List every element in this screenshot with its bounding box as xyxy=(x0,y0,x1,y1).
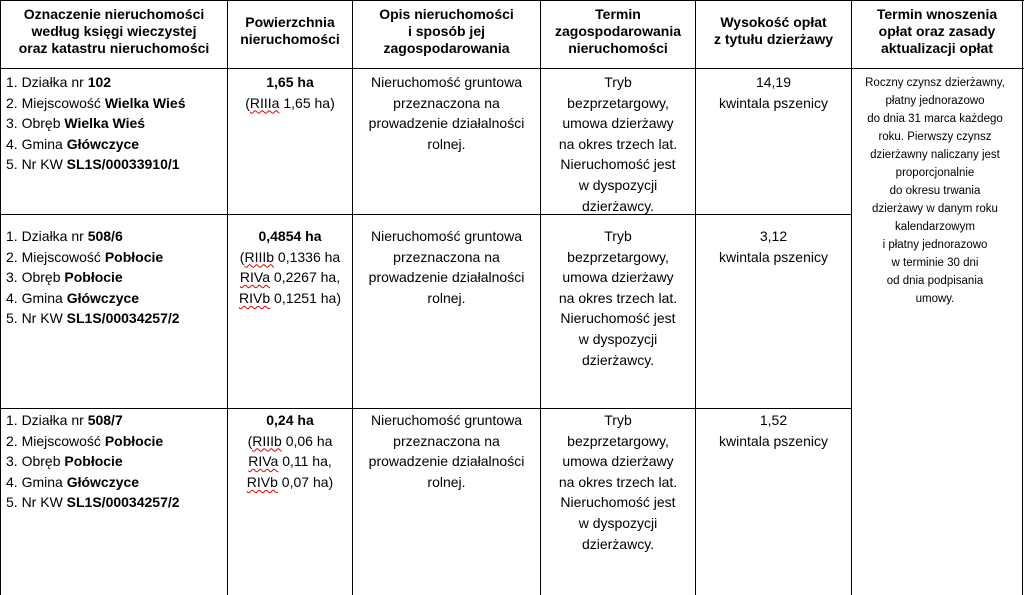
soil-class: RIIIb xyxy=(252,432,282,449)
table-border-right xyxy=(1022,0,1023,595)
designation-label: 3. Obręb xyxy=(6,453,65,470)
designation-value: Pobłocie xyxy=(104,432,164,449)
fee-line: 14,19 xyxy=(755,74,792,90)
description-line: przeznaczona na xyxy=(393,432,500,449)
area-class-line: (RIIIa 1,65 ha) xyxy=(245,94,335,111)
designation-value: Główczyce xyxy=(66,289,140,306)
designation-cell xyxy=(6,72,226,175)
fee-line: kwintala pszenicy xyxy=(719,94,828,111)
designation-label: 2. Miejscowość xyxy=(6,94,105,111)
area-class-line: RIVa 0,11 ha, xyxy=(248,453,332,470)
term-line: bezprzetargowy, xyxy=(567,248,669,265)
description-line: przeznaczona na xyxy=(393,94,500,111)
designation-line xyxy=(6,288,226,309)
soil-class: RIVb xyxy=(246,473,278,490)
soil-class: RIVa xyxy=(248,453,279,470)
designation-value: Główczyce xyxy=(66,473,140,490)
fee-line: kwintala pszenicy xyxy=(719,248,828,265)
designation-label: 4. Gmina xyxy=(6,289,67,306)
term-line: Nieruchomość jest xyxy=(560,494,676,511)
designation-value: Wielka Wieś xyxy=(104,94,186,111)
term-line: Tryb xyxy=(604,74,632,90)
description-cell xyxy=(353,72,540,154)
area-class-line: (RIIIb 0,06 ha xyxy=(247,432,333,449)
designation-value: 508/6 xyxy=(87,228,123,244)
term-line: Tryb xyxy=(604,412,632,428)
column-divider xyxy=(0,0,1,595)
description-line: rolnej. xyxy=(427,289,466,306)
term-line: w dyspozycji xyxy=(578,330,658,347)
term-line: Nieruchomość jest xyxy=(560,310,676,327)
designation-line xyxy=(6,492,226,513)
fee-cell xyxy=(696,226,851,267)
designation-label: 1. Działka nr xyxy=(6,74,88,90)
description-line: rolnej. xyxy=(427,473,466,490)
term-line: bezprzetargowy, xyxy=(567,432,669,449)
area-total: 0,4854 ha xyxy=(258,228,322,244)
designation-line xyxy=(6,93,226,114)
description-line: prowadzenie działalności xyxy=(368,269,525,286)
area-total: 1,65 ha xyxy=(266,74,314,90)
description-line: Nieruchomość gruntowa xyxy=(371,412,522,428)
payment-terms-cell: Roczny czynsz dzierżawny, płatny jednorazowo do dnia 31 marca każdego roku. Pierwszy czynsz dzierżawny naliczany jest proporcjonalnie do okresu trwania dzierżawy w danym roku kalendarzowym i płatny jednorazowo w terminie 30 dni od dnia podpisania umowy. xyxy=(865,77,1005,305)
description-line: Nieruchomość gruntowa xyxy=(371,74,522,90)
designation-line xyxy=(6,410,226,431)
designation-label: 1. Działka nr xyxy=(6,412,88,428)
designation-label: 3. Obręb xyxy=(6,115,65,132)
designation-line xyxy=(6,308,226,329)
designation-value: SL1S/00033910/1 xyxy=(66,156,180,173)
term-line: na okres trzech lat. xyxy=(558,289,678,306)
term-line: dzierżawcy. xyxy=(581,351,655,368)
header-payment-terms: Termin wnoszenia opłat oraz zasady aktualizacji opłat xyxy=(876,6,998,56)
designation-value: SL1S/00034257/2 xyxy=(66,310,180,327)
designation-line xyxy=(6,247,226,268)
designation-label: 5. Nr KW xyxy=(6,494,67,511)
table-border-top xyxy=(0,0,1024,1)
area-class-line: RIVb 0,07 ha) xyxy=(246,473,334,490)
area-class-line: (RIIIb 0,1336 ha xyxy=(239,248,341,265)
term-cell xyxy=(541,410,695,554)
fee-cell xyxy=(696,72,851,113)
designation-value: 102 xyxy=(87,74,112,90)
area-class-line: RIVb 0,1251 ha) xyxy=(239,289,341,306)
description-line: rolnej. xyxy=(427,135,466,152)
header-area: Powierzchnia nieruchomości xyxy=(240,14,340,47)
designation-label: 2. Miejscowość xyxy=(6,432,105,449)
description-line: prowadzenie działalności xyxy=(368,115,525,132)
term-cell xyxy=(541,226,695,370)
designation-line xyxy=(6,72,226,93)
term-line: na okres trzech lat. xyxy=(558,135,678,152)
designation-line xyxy=(6,267,226,288)
designation-value: Główczyce xyxy=(66,135,140,152)
designation-cell xyxy=(6,410,226,513)
designation-label: 4. Gmina xyxy=(6,135,67,152)
area-total: 0,24 ha xyxy=(266,412,314,428)
header-description: Opis nieruchomości i sposób jej zagospodarowania xyxy=(379,6,514,56)
description-line: przeznaczona na xyxy=(393,248,500,265)
fee-cell xyxy=(696,410,851,451)
designation-label: 2. Miejscowość xyxy=(6,248,105,265)
term-line: Nieruchomość jest xyxy=(560,156,676,173)
designation-label: 5. Nr KW xyxy=(6,310,67,327)
term-line: umowa dzierżawy xyxy=(562,115,674,132)
designation-value: SL1S/00034257/2 xyxy=(66,494,180,511)
term-line: na okres trzech lat. xyxy=(558,473,678,490)
designation-line xyxy=(6,431,226,452)
designation-line xyxy=(6,472,226,493)
header-designation: Oznaczenie nieruchomości według księgi wieczystej oraz katastru nieruchomości xyxy=(18,6,210,56)
designation-line xyxy=(6,226,226,247)
term-line: w dyspozycji xyxy=(578,176,658,193)
designation-value: Wielka Wieś xyxy=(64,115,146,132)
designation-line xyxy=(6,154,226,175)
soil-class: RIIIb xyxy=(244,248,275,265)
description-line: Nieruchomość gruntowa xyxy=(371,228,522,244)
designation-value: Pobłocie xyxy=(64,269,123,286)
designation-label: 1. Działka nr xyxy=(6,228,88,244)
area-cell xyxy=(228,226,352,308)
fee-line: 3,12 xyxy=(759,228,788,244)
area-cell xyxy=(228,410,352,492)
term-line: w dyspozycji xyxy=(578,514,658,531)
header-fee: Wysokość opłat z tytułu dzierżawy xyxy=(713,14,834,47)
area-class-line: RIVa 0,2267 ha, xyxy=(239,269,341,286)
term-line: dzierżawcy. xyxy=(581,197,655,214)
term-line: umowa dzierżawy xyxy=(562,453,674,470)
term-line: Tryb xyxy=(604,228,632,244)
soil-class: RIIIa xyxy=(249,94,280,111)
designation-value: Pobłocie xyxy=(64,453,123,470)
term-line: umowa dzierżawy xyxy=(562,269,674,286)
designation-line xyxy=(6,134,226,155)
designation-label: 4. Gmina xyxy=(6,473,67,490)
soil-class: RIVb xyxy=(239,289,271,306)
description-line: prowadzenie działalności xyxy=(368,453,525,470)
soil-class: RIVa xyxy=(239,269,271,286)
row-divider xyxy=(0,214,852,215)
designation-line xyxy=(6,451,226,472)
header-divider xyxy=(0,68,1024,69)
designation-label: 3. Obręb xyxy=(6,269,65,286)
designation-label: 5. Nr KW xyxy=(6,156,67,173)
description-cell xyxy=(353,226,540,308)
designation-line xyxy=(6,113,226,134)
fee-line: kwintala pszenicy xyxy=(719,432,828,449)
description-cell xyxy=(353,410,540,492)
fee-line: 1,52 xyxy=(759,412,788,428)
designation-value: Pobłocie xyxy=(104,248,164,265)
designation-cell xyxy=(6,226,226,329)
term-line: dzierżawcy. xyxy=(581,535,655,552)
term-cell xyxy=(541,72,695,216)
row-divider xyxy=(0,408,852,409)
header-term: Termin zagospodarowania nieruchomości xyxy=(554,6,682,56)
term-line: bezprzetargowy, xyxy=(567,94,669,111)
designation-value: 508/7 xyxy=(87,412,123,428)
area-cell xyxy=(228,72,352,113)
